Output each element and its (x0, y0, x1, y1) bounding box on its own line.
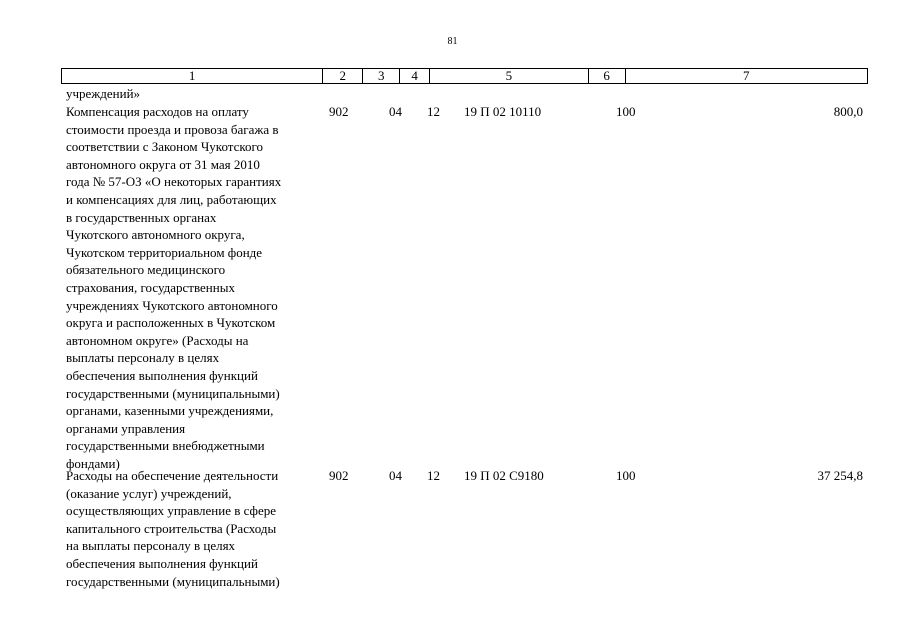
description-line: обеспечения выполнения функций (66, 555, 258, 571)
row-1-target-article: 19 П 02 10110 (464, 104, 542, 119)
description-line: страхования, государственных (66, 279, 235, 295)
column-header-2: 2 (323, 69, 363, 83)
row-1-section: 04 (389, 104, 402, 119)
page-number: 81 (447, 36, 458, 47)
description-line: на выплаты персоналу в целях (66, 538, 236, 554)
column-header-5: 5 (430, 69, 589, 83)
description-line: обязательного медицинского (66, 262, 226, 278)
description-line: государственными (муниципальными) (66, 385, 280, 401)
description-line: округа и расположенных в Чукотском (66, 315, 276, 331)
description-line: Компенсация расходов на оплату (66, 104, 249, 119)
column-header-7: 7 (743, 68, 750, 83)
description-line: органами управления (66, 420, 186, 436)
description-line: государственными внебюджетными (66, 438, 265, 454)
description-line: государственными (муниципальными) (66, 573, 280, 589)
description-line: в государственных органах (66, 209, 217, 225)
description-line: учреждениях Чукотского автономного (66, 297, 278, 313)
continuation-text: учреждений» (66, 86, 141, 101)
description-line: автономного округа от 31 мая 2010 (66, 156, 260, 172)
description-line: стоимости проезда и провоза багажа в (66, 121, 279, 137)
row-2-expense-type: 100 (616, 468, 636, 483)
description-line: Расходы на обеспечение деятельности (66, 468, 279, 483)
column-header-3: 3 (363, 69, 400, 83)
column-header-6: 6 (589, 69, 626, 83)
column-header-4: 4 (400, 69, 430, 83)
description-line: автономном округе» (Расходы на (66, 332, 249, 348)
table-row-2-description (66, 467, 322, 590)
description-line: Чукотского автономного округа, (66, 227, 245, 243)
row-2-budget-code: 902 (329, 468, 349, 483)
description-line: капитального строительства (Расходы (66, 520, 277, 536)
row-2-target-article: 19 П 02 С9180 (464, 468, 544, 483)
description-line: Чукотском территориальном фонде (66, 244, 263, 260)
description-line: осуществляющих управление в сфере (66, 503, 277, 519)
description-line: года № 57-ОЗ «О некоторых гарантиях (66, 174, 282, 190)
description-line: обеспечения выполнения функций (66, 367, 258, 383)
description-line: органами, казенными учреждениями, (66, 403, 274, 419)
row-2-subsection: 12 (427, 468, 440, 483)
description-line: и компенсациях для лиц, работающих (66, 191, 277, 207)
row-2-amount: 37 254,8 (817, 468, 863, 483)
row-2-section: 04 (389, 468, 402, 483)
table-row-1-description (66, 103, 322, 472)
description-line: выплаты персоналу в целях (66, 350, 220, 366)
row-1-budget-code: 902 (329, 104, 349, 119)
column-header-1: 1 (62, 69, 323, 83)
description-line: фондами) (66, 455, 120, 471)
row-1-expense-type: 100 (616, 104, 636, 119)
description-line: (оказание услуг) учреждений, (66, 485, 232, 501)
row-1-amount: 800,0 (833, 104, 863, 119)
table-header-row (61, 68, 868, 84)
description-line: соответствии с Законом Чукотского (66, 139, 264, 155)
row-1-subsection: 12 (427, 104, 440, 119)
